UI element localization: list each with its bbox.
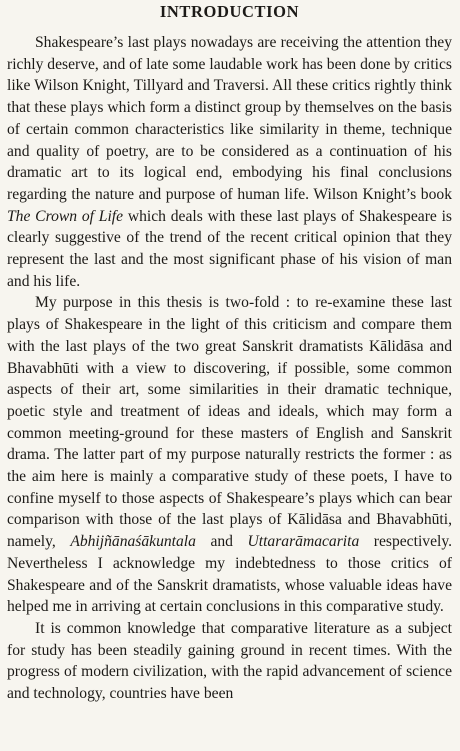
paragraph-2-text-1: My purpose in this thesis is two-fold : to re-examine these last plays of Shakespeare in the light of this criticism and compare them with the last plays of the two great Sanskrit dramatists Kālidāsa and Bhavabhūti with a view to discovering, if possible, some common aspects of their art, some similarities in their dramatic technique, poetic style and treatment of ideas and ideals, which may form a common meeting-ground for these masters of English and Sanskrit drama. The latter part of my purpose naturally restricts the former : as the aim here is mainly a comparative study of these poets, I have to confine myself to those aspects of Shakespeare’s plays which can bear comparison with those of the last plays of Kālidāsa and Bhavabhūti, namely, [7,294,452,551]
play-title-abhijnanasakuntala: Abhijñānaśākuntala [70,533,196,551]
paragraph-3-text-1: It is common knowledge that comparative literature as a subject for study has been steadily gaining ground in recent times. With the progress of modern civilization, with the rapid advancement of science and technology, countries have been [7,619,452,703]
book-title-crown-of-life: The Crown of Life [7,207,124,225]
paragraph-2 [7,292,452,618]
paragraph-2-text-2: and [195,533,248,551]
play-title-uttararamacarita: Uttararāmacarita [247,533,360,551]
paragraph-3 [7,618,452,705]
paragraph-1 [7,32,452,292]
body-text [7,32,452,705]
paragraph-1-text-1: Shakespeare’s last plays nowadays are receiving the attention they richly deserve, and of late some laudable work has been done by critics like Wilson Knight, Tillyard and Traversi. All these critics rightly think that these plays which form a distinct group by themselves on the basis of certain common characteristics like similarity in theme, technique and quality of poetry, are to be considered as a continuation of his dramatic art to its logical end, embodying his final conclusions regarding the nature and purpose of human life. Wilson Knight’s book [7,34,452,203]
page-heading: INTRODUCTION [159,2,300,21]
paragraph-2-text-3: respectively. Nevertheless I acknowledge my indebtedness to those critics of Shakespeare and of the Sanskrit dramatists, whose valuable ideas have helped me in arriving at certain conclusions in this comparative study. [7,533,453,616]
paragraph-1-text-2: which deals with these last plays of Shakespeare is clearly suggestive of the trend of the recent critical opinion that they represent the last and the most significant phase of his vision of man and his life. [7,207,452,290]
